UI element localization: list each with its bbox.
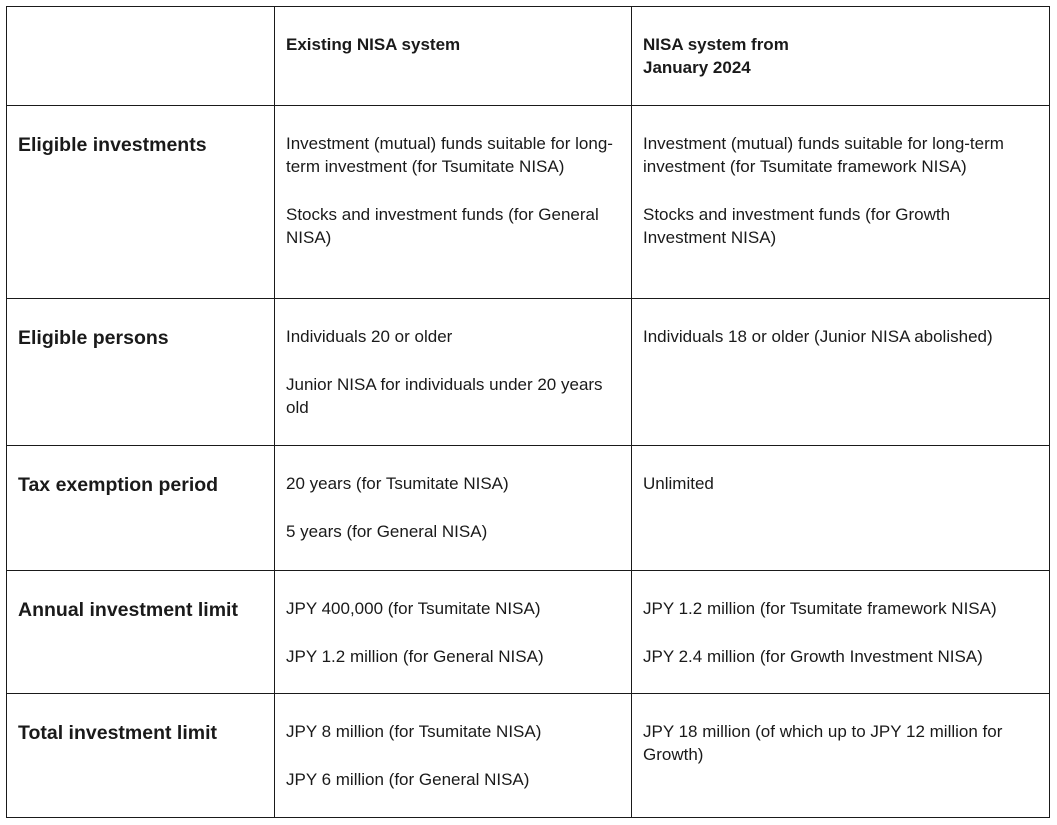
- cell-new: [632, 694, 1050, 818]
- row-label: Eligible persons: [7, 299, 275, 446]
- nisa-comparison-table: [6, 6, 1050, 818]
- cell-paragraph: Investment (mutual) funds suitable for long-term investment (for Tsumitate NISA): [286, 134, 613, 176]
- cell-new: [632, 446, 1050, 571]
- row-label: Annual investment limit: [7, 571, 275, 694]
- cell-paragraph: 20 years (for Tsumitate NISA): [286, 474, 509, 493]
- header-cell-new: [632, 7, 1050, 106]
- table-row-eligible-persons: [7, 299, 1050, 446]
- cell-existing: [275, 571, 632, 694]
- cell-paragraph: 5 years (for General NISA): [286, 522, 488, 541]
- cell-paragraph: Individuals 18 or older (Junior NISA abolished): [643, 327, 993, 346]
- table-row-tax-exemption-period: [7, 446, 1050, 571]
- cell-paragraph: Junior NISA for individuals under 20 years old: [286, 375, 603, 417]
- cell-paragraph: JPY 8 million (for Tsumitate NISA): [286, 722, 542, 741]
- table-row-total-investment-limit: [7, 694, 1050, 818]
- cell-paragraph: Stocks and investment funds (for Growth Investment NISA): [643, 205, 951, 247]
- row-label: Total investment limit: [7, 694, 275, 818]
- cell-paragraph: JPY 1.2 million (for General NISA): [286, 647, 544, 666]
- cell-paragraph: Unlimited: [643, 474, 714, 493]
- nisa-comparison-table-wrapper: [6, 6, 1049, 818]
- cell-existing: [275, 446, 632, 571]
- header-cell-existing: Existing NISA system: [275, 7, 632, 106]
- cell-paragraph: JPY 400,000 (for Tsumitate NISA): [286, 599, 541, 618]
- cell-new: [632, 106, 1050, 299]
- cell-new: [632, 299, 1050, 446]
- cell-paragraph: JPY 18 million (of which up to JPY 12 million for Growth): [643, 722, 1003, 764]
- cell-existing: [275, 299, 632, 446]
- cell-existing: [275, 694, 632, 818]
- cell-new: [632, 571, 1050, 694]
- row-label: Eligible investments: [7, 106, 275, 299]
- table-row-annual-investment-limit: [7, 571, 1050, 694]
- header-cell-empty: [7, 7, 275, 106]
- table-header-row: [7, 7, 1050, 106]
- cell-paragraph: Stocks and investment funds (for General NISA): [286, 205, 599, 247]
- row-label: Tax exemption period: [7, 446, 275, 571]
- header-new-line2: January 2024: [643, 58, 751, 77]
- cell-paragraph: JPY 1.2 million (for Tsumitate framework NISA): [643, 599, 997, 618]
- cell-paragraph: Investment (mutual) funds suitable for long-term investment (for Tsumitate framework NISA): [643, 134, 1004, 176]
- cell-paragraph: JPY 6 million (for General NISA): [286, 770, 530, 789]
- cell-paragraph: Individuals 20 or older: [286, 327, 453, 346]
- header-new-line1: NISA system from: [643, 35, 789, 54]
- cell-existing: [275, 106, 632, 299]
- table-row-eligible-investments: [7, 106, 1050, 299]
- cell-paragraph: JPY 2.4 million (for Growth Investment NISA): [643, 647, 983, 666]
